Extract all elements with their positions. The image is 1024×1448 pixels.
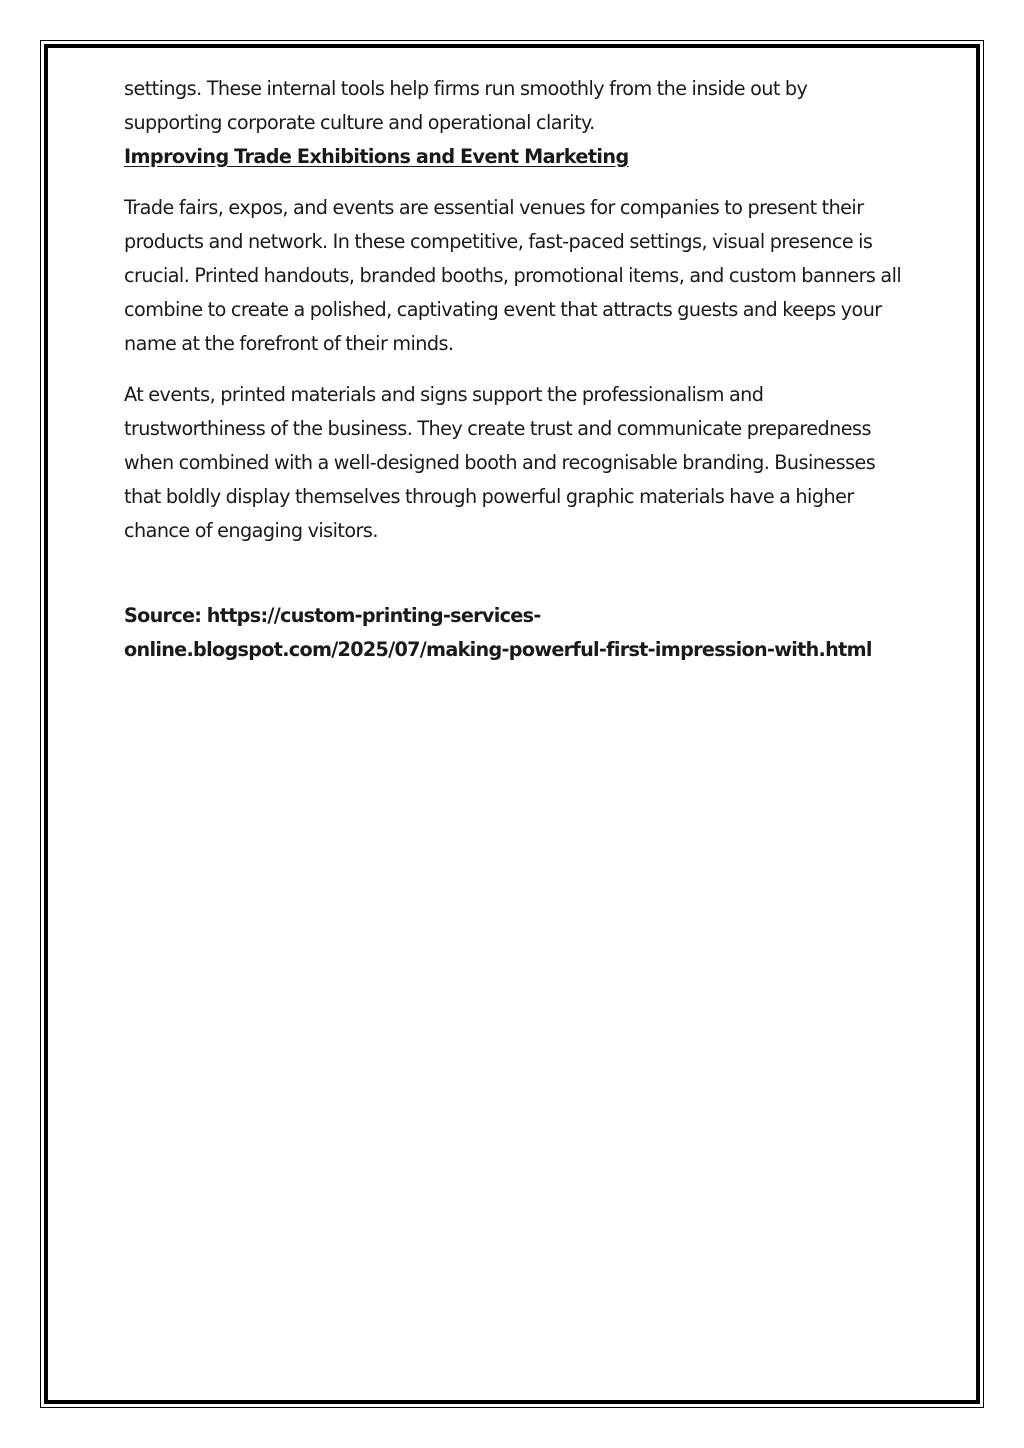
page-content [124, 72, 904, 667]
source-url-line-2: online.blogspot.com/2025/07/making-powerful-first-impression-with.html [124, 638, 872, 661]
intro-paragraph: settings. These internal tools help firms run smoothly from the inside out by supporting corporate culture and operational clarity. [124, 77, 808, 134]
body-paragraph-printed-materials: At events, printed materials and signs support the professionalism and trustworthiness of the business. They create trust and communicate preparedness when combined with a well-designed booth and recognisable branding. Businesses that boldly display themselves through powerful graphic materials have a higher chance of engaging visitors. [124, 383, 876, 542]
source-label: Source: [124, 604, 202, 627]
section-heading: Improving Trade Exhibitions and Event Marketing [124, 145, 629, 168]
source-url-line-1: https://custom-printing-services- [206, 604, 541, 627]
body-paragraph-trade-fairs: Trade fairs, expos, and events are essential venues for companies to present their products and network. In these competitive, fast-paced settings, visual presence is crucial. Printed handouts, branded booths, promotional items, and custom banners all combine to create a polished, captivating event that attracts guests and keeps your name at the forefront of their minds. [124, 196, 902, 355]
source-citation [124, 599, 904, 667]
